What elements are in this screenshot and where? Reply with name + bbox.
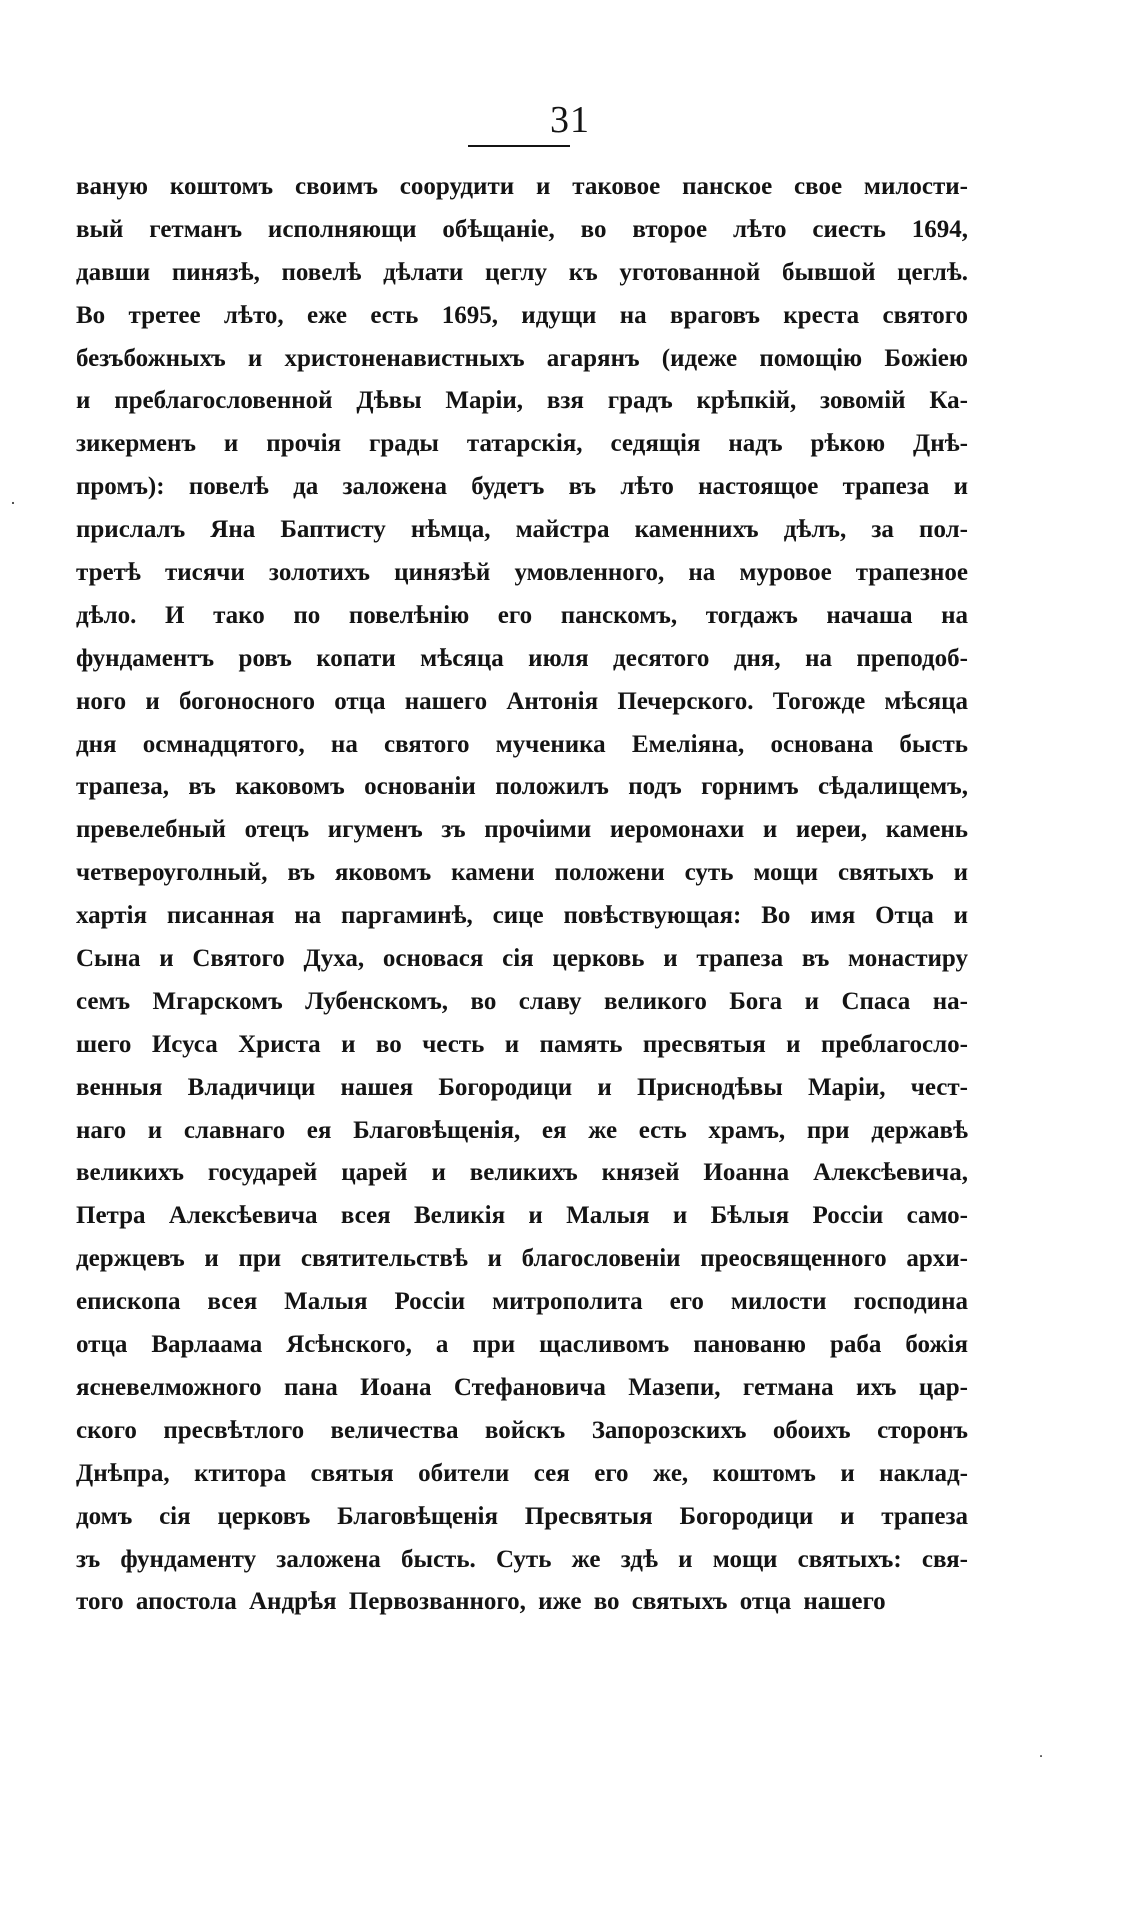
- text-line: четвероуголный, въ яковомъ камени положени суть мощи святыхъ и: [76, 859, 968, 887]
- text-line: промъ): повелѣ да заложена будетъ въ лѣто настоящое трапеза и: [76, 473, 968, 501]
- text-line: венныя Владичици нашея Богородици и Приснодѣвы Маріи, чест-: [76, 1073, 968, 1101]
- text-line: третѣ тисячи золотихъ цинязѣй умовленного, на муровое трапезное: [76, 559, 968, 587]
- text-line: домъ сія церковъ Благовѣщенія Пресвятыя Богородици и трапеза: [76, 1502, 968, 1530]
- text-line: фундаментъ ровъ копати мѣсяца июля десятого дня, на преподоб-: [76, 644, 968, 672]
- text-line: зъ фундаменту заложена бысть. Суть же здѣ и мощи святыхъ: свя-: [76, 1545, 968, 1573]
- body-text: [76, 166, 968, 1624]
- text-line: Днѣпра, ктитора святыя обители сея его же, коштомъ и наклад-: [76, 1459, 968, 1487]
- margin-mark-dot: ·: [10, 493, 16, 513]
- text-line: Сына и Святого Духа, основася сія церковь и трапеза въ монастиру: [76, 945, 968, 973]
- text-line: ного и богоносного отца нашего Антонія Печерского. Тогожде мѣсяца: [76, 687, 968, 715]
- text-line: безъбожныхъ и христоненавистныхъ агарянъ (идеже помощію Божіею: [76, 344, 968, 372]
- text-line: Во третее лѣто, еже есть 1695, идущи на враговъ креста святого: [76, 301, 968, 329]
- page-number-rule: [468, 145, 570, 147]
- text-line: ского пресвѣтлого величества войскъ Запорозскихъ обоихъ сторонъ: [76, 1416, 968, 1444]
- text-line: вый гетманъ исполняющи обѣщаніе, во второе лѣто сиесть 1694,: [76, 215, 968, 243]
- text-line: трапеза, въ каковомъ основаніи положилъ подъ горнимъ сѣдалищемъ,: [76, 773, 968, 801]
- text-line: великихъ государей царей и великихъ князей Иоанна Алексѣевича,: [76, 1159, 968, 1187]
- text-line: отца Варлаама Ясѣнского, а при щасливомъ панованю раба божія: [76, 1331, 968, 1359]
- text-line: и преблагословенной Дѣвы Маріи, взя градъ крѣпкій, зовомій Ка-: [76, 387, 968, 415]
- text-line: ваную коштомъ своимъ соорудити и таковое панское свое милости-: [76, 173, 968, 200]
- text-line: ясневелможного пана Иоана Стефановича Мазепи, гетмана ихъ цар-: [76, 1373, 968, 1401]
- margin-mark-speck: ˙: [1038, 1751, 1044, 1771]
- text-line: давши пинязѣ, повелѣ дѣлати цеглу къ уготованной бывшой цеглѣ.: [76, 258, 968, 286]
- text-line: хартія писанная на паргаминѣ, сице повѣствующая: Во имя Отца и: [76, 902, 968, 930]
- text-line: Петра Алексѣевича всея Великія и Малыя и Бѣлыя Россіи само-: [76, 1202, 968, 1230]
- text-line: зикерменъ и прочія грады татарскія, седящія надъ рѣкою Днѣ-: [76, 430, 968, 458]
- text-line: шего Исуса Христа и во честь и память пресвятыя и преблагосло-: [76, 1030, 968, 1058]
- text-line: того апостола Андрѣя Первозванного, иже во святыхъ отца нашего: [76, 1588, 886, 1616]
- text-line: дѣло. И тако по повелѣнію его панскомъ, тогдажъ начаша на: [76, 601, 968, 629]
- text-line: наго и славнаго ея Благовѣщенія, ея же есть храмъ, при державѣ: [76, 1116, 968, 1144]
- text-line: держцевъ и при святительствѣ и благословеніи преосвященного архи-: [76, 1245, 968, 1273]
- text-line: прислалъ Яна Баптисту нѣмца, майстра каменнихъ дѣлъ, за пол-: [76, 516, 968, 544]
- text-line: епископа всея Малыя Россіи митрополита его милости господина: [76, 1288, 968, 1316]
- text-line: превелебный отецъ игуменъ зъ прочіими иеромонахи и иереи, камень: [76, 816, 968, 844]
- page-number: 31: [550, 99, 590, 141]
- text-line: дня осмнадцятого, на святого мученика Емеліяна, основана бысть: [76, 730, 968, 758]
- text-line: семъ Мгарскомъ Лубенскомъ, во славу великого Бога и Спаса на-: [76, 987, 968, 1015]
